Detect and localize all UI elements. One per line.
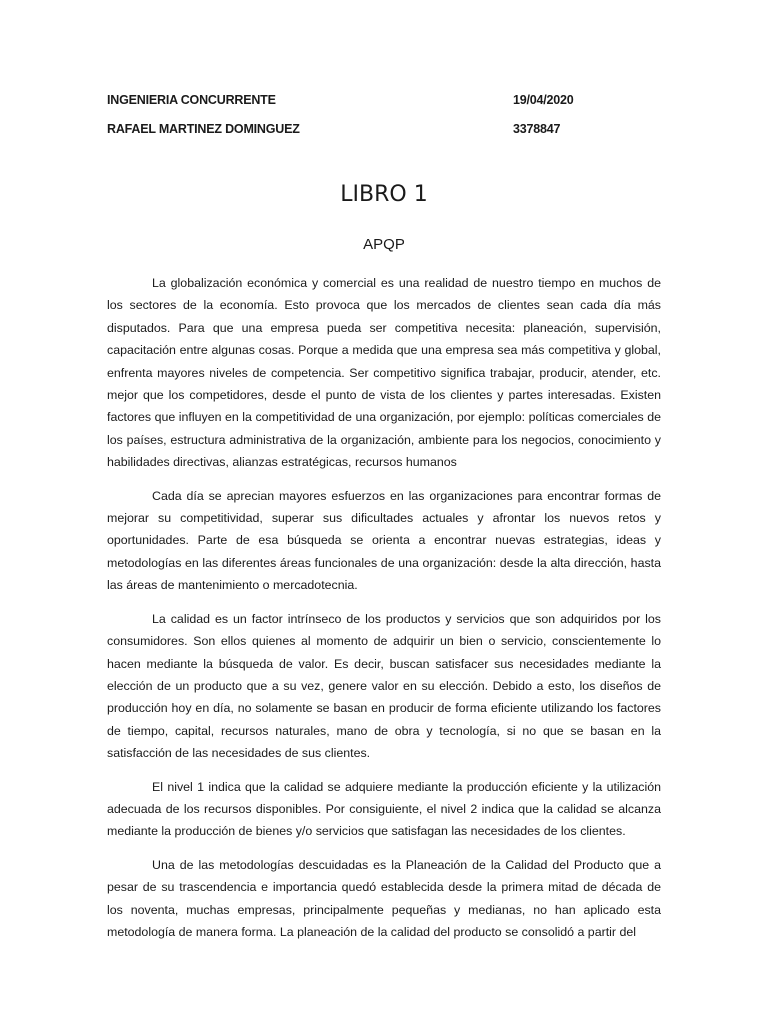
paragraph: La globalización económica y comercial es una realidad de nuestro tiempo en muchos de los sectores de la economía. Esto provoca que los mercados de clientes sean cada día más disputados. Para que una empresa pueda ser competitiva necesita: planeación, supervisión, capacitación entre algunas cosas. Porque a medida que una empresa sea más competitiva y global, enfrenta mayores niveles de competencia. Ser competitivo significa trabajar, producir, atender, etc. mejor que los competidores, desde el punto de vista de los clientes y partes interesadas. Existen factores que influyen en la competitividad de una organización, por ejemplo: políticas comerciales de los países, estructura administrativa de la organización, ambiente para los negocios, conocimiento y habilidades directivas, alianzas estratégicas, recursos humanos [107,276,661,470]
paragraph: Una de las metodologías descuidadas es la Planeación de la Calidad del Producto que a pesar de su trascendencia e importancia quedó establecida desde la primera mitad de década de los noventa, muchas empresas, principalmente pequeñas y medianas, no han aplicado esta metodología de manera forma. La planeación de la calidad del producto se consolidó a partir del [107,857,661,939]
paragraph: La calidad es un factor intrínseco de los productos y servicios que son adquiridos por los consumidores. Son ellos quienes al momento de adquirir un bien o servicio, conscientemente lo hacen mediante la búsqueda de valor. Es decir, buscan satisfacer sus necesidades mediante la elección de un producto que a su vez, genere valor en su elección. Debido a esto, los diseños de producción hoy en día, no solamente se basan en producir de forma eficiente utilizando los factores de tiempo, capital, recursos naturales, mano de obra y tecnología, si no que se basan en la satisfacción de las necesidades de sus clientes. [107,611,661,761]
section-heading: APQP [363,236,405,253]
paragraph: El nivel 1 indica que la calidad se adquiere mediante la producción eficiente y la utilización adecuada de los recursos disponibles. Por consiguiente, el nivel 2 indica que la calidad se alcanza mediante la producción de bienes y/o servicios que satisfagan las necesidades de los clientes. [107,779,661,839]
document-date: 19/04/2020 [513,93,574,107]
course-name: INGENIERIA CONCURRENTE [107,93,276,107]
body-text [107,272,661,954]
student-name: RAFAEL MARTINEZ DOMINGUEZ [107,122,300,136]
paragraph: Cada día se aprecian mayores esfuerzos en las organizaciones para encontrar formas de mejorar su competitividad, superar sus dificultades actuales y afrontar los nuevos retos y oportunidades. Parte de esa búsqueda se orienta a encontrar nuevas estrategias, ideas y metodologías en las diferentes áreas funcionales de una organización: desde la alta dirección, hasta las áreas de mantenimiento o mercadotecnia. [107,488,661,593]
header-row-student [107,122,667,142]
document-title: LIBRO 1 [340,182,428,207]
student-id: 3378847 [513,122,561,136]
header-row-course [107,93,667,113]
